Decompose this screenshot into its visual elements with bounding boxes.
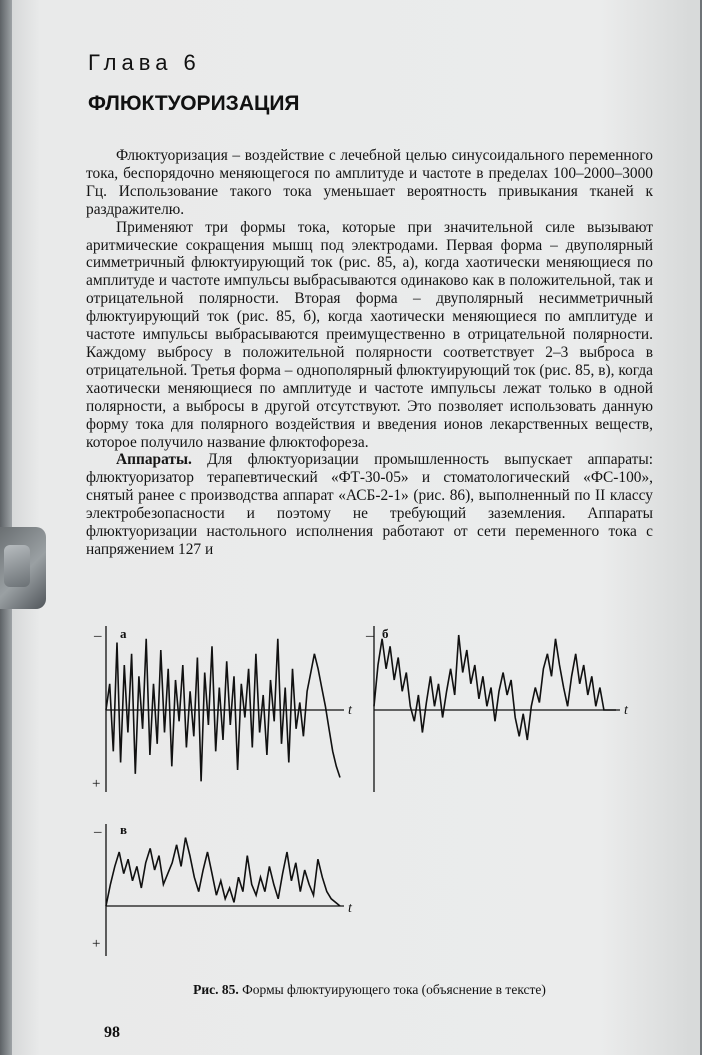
paragraph-3 <box>86 451 653 558</box>
panel-v-minus: – <box>94 824 102 840</box>
panel-b-letter: б <box>382 626 389 641</box>
panel-v-letter: в <box>120 822 128 837</box>
paragraph-3-lead: Аппараты. <box>116 451 192 469</box>
caption-lead: Рис. 85. <box>193 982 239 997</box>
page-clip <box>0 527 46 609</box>
panel-v-plus: + <box>92 936 101 952</box>
figure-caption <box>86 982 653 998</box>
chapter-title: ФЛЮКТУОРИЗАЦИЯ <box>88 92 300 115</box>
chart-panel-b <box>368 620 628 800</box>
panel-a-plus: + <box>92 776 101 792</box>
panel-b-minus: – <box>366 628 374 644</box>
chapter-label: Глава 6 <box>88 50 201 75</box>
body-text <box>86 147 653 559</box>
panel-b-series-line <box>374 635 616 740</box>
page-number: 98 <box>104 1024 120 1041</box>
panel-b-t: t <box>624 703 628 718</box>
panel-v-t: t <box>348 901 352 916</box>
paragraph-1: Флюктуоризация – воздействие с лечебной целью синусоидального переменного тока, беспорядочно меняющегося по амплитуде и частоте в пределах 100–2000–3000 Гц. Использование такого тока уменьшает вероятность привыкания тканей к раздражителю. <box>86 147 653 218</box>
panel-a-t: t <box>348 703 352 718</box>
panel-v-series-line <box>106 838 340 906</box>
panel-a-minus: – <box>94 628 102 644</box>
caption-text: Формы флюктуирующего тока (объяснение в тексте) <box>238 982 546 997</box>
panel-a-letter: а <box>120 626 127 641</box>
paragraph-2: Применяют три формы тока, которые при значительной силе вызывают аритмические сокращения мышц под электродами. Первая форма – двуполярный симметричный флюктуирующий ток (рис. 85, а), когда хаотически меняющиеся по амплитуде и частоте импульсы выбрасываются одинаково как в положительной, так и отрицательной полярности. Вторая форма – двуполярный несимметричный флюктуирующий ток (рис. 85, б), когда хаотически меняющиеся по амплитуде и частоте импульсы выбрасываются преимущественно в отрицательной полярности. Каждому выбросу в положительной полярности соответствует 2–3 выброса в отрицательной. Третья форма – однополярный флюктуирующий ток (рис. 85, в), когда хаотически меняющиеся по амплитуде и частоте импульсы лежат только в одной полярности, а выбросы в другой отсутствуют. Это позволяет использовать данную форму тока для полярного воздействия и введения ионов лекарственных веществ, которое получило название флюктофореза. <box>86 218 653 451</box>
paragraph-3-text: Для флюктуоризации промышленность выпускает аппараты: флюктуоризатор терапевтический «ФТ-30-05» и стоматологический «ФС-100», снятый ранее с производства аппарат «АСБ-2-1» (рис. 86), выполненный по II классу электробезопасности и поэтому не требующий заземления. Аппараты флюктуоризации настольного исполнения работают от сети переменного тока с напряжением 127 и <box>86 451 653 558</box>
chart-panel-v <box>92 820 352 960</box>
chart-panel-a <box>92 620 352 800</box>
